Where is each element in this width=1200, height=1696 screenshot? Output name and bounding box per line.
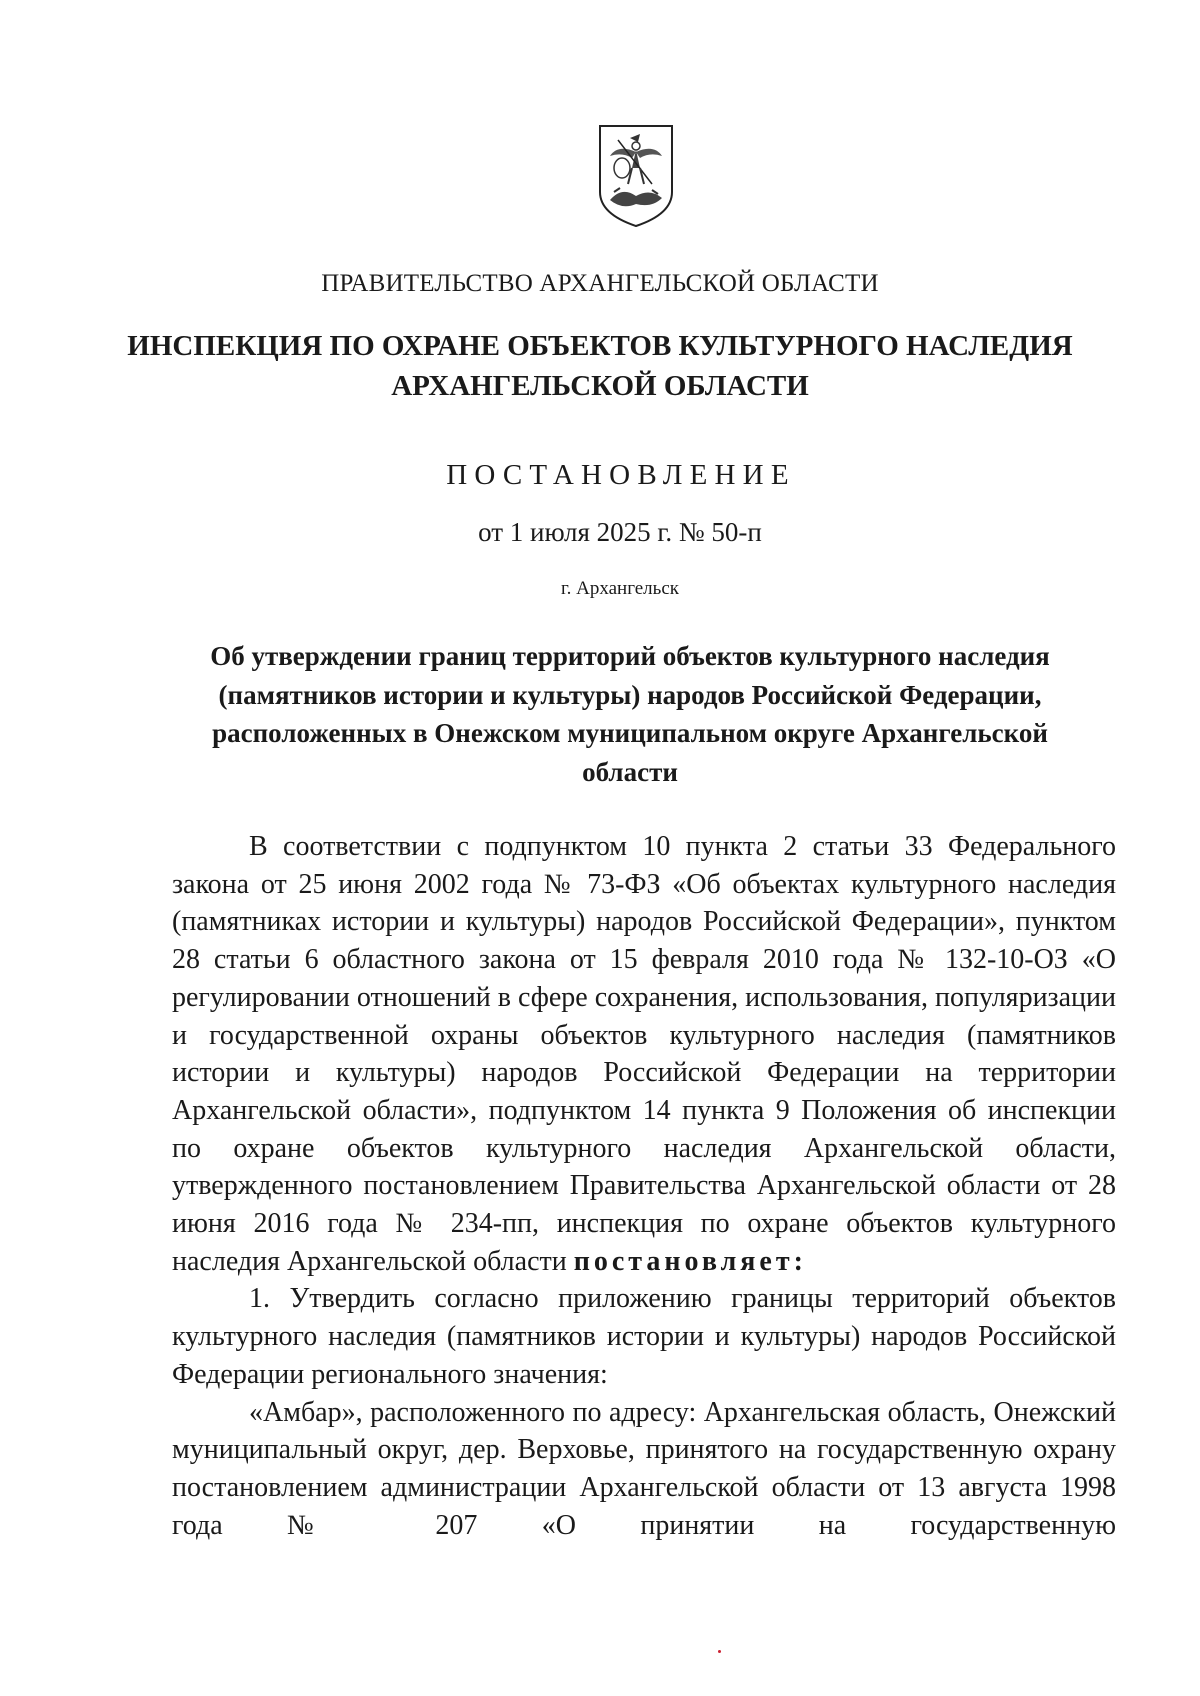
coat-of-arms-icon <box>596 122 676 230</box>
document-date-number: от 1 июля 2025 г. № 50-п <box>478 517 762 547</box>
inspection-heading: ИНСПЕКЦИЯ ПО ОХРАНЕ ОБЪЕКТОВ КУЛЬТУРНОГО НАСЛЕДИЯ АРХАНГЕЛЬСКОЙ ОБЛАСТИ <box>127 330 1073 402</box>
preamble-text: В соответствии с подпунктом 10 пункта 2 статьи 33 Федерального закона от 25 июня 2002 года № 73-ФЗ «Об объектах культурного наследия (памятниках истории и культуры) народов Российской Федерации», пунктом 28 статьи 6 областного закона от 15 февраля 2010 года № 132-10-ОЗ «О регулировании отношений в сфере сохранения, использования, популяризации и государственной охраны объектов культурного наследия (памятников истории и культуры) народов Российской Федерации на территории Архангельской области», подпунктом 14 пункта 9 Положения об инспекции по охране объектов культурного наследия Архангельской области, утвержденного постановлением Правительства Архангельской области от 28 июня 2016 года № 234-пп, инспекция по охране объектов культурного наследия Архангельской области <box>172 831 1116 1277</box>
government-heading: ПРАВИТЕЛЬСТВО АРХАНГЕЛЬСКОЙ ОБЛАСТИ <box>321 270 879 297</box>
document-type: ПОСТАНОВЛЕНИЕ <box>446 459 796 491</box>
preamble-paragraph <box>172 828 1116 1280</box>
resolves-word: постановляет: <box>573 1245 807 1277</box>
document-body <box>172 828 1116 1544</box>
document-city: г. Архангельск <box>560 578 679 599</box>
scan-speck <box>718 1650 721 1653</box>
item-1-object-paragraph: «Амбар», расположенного по адресу: Архангельская область, Онежский муниципальный округ, дер. Верховье, принятого на государственную охрану постановлением администрации Архангельской области от 13 августа 1998 года № 207 «О принятии на государственную <box>172 1396 1116 1541</box>
document-title: Об утверждении границ территорий объектов культурного наследия (памятников истории и культуры) народов Российской Федерации, расположенных в Онежском муниципальном округе Архангельской области <box>210 641 1050 787</box>
item-1-paragraph: 1. Утвердить согласно приложению границы территорий объектов культурного наследия (памятников истории и культуры) народов Российской Федерации регионального значения: <box>172 1283 1116 1390</box>
